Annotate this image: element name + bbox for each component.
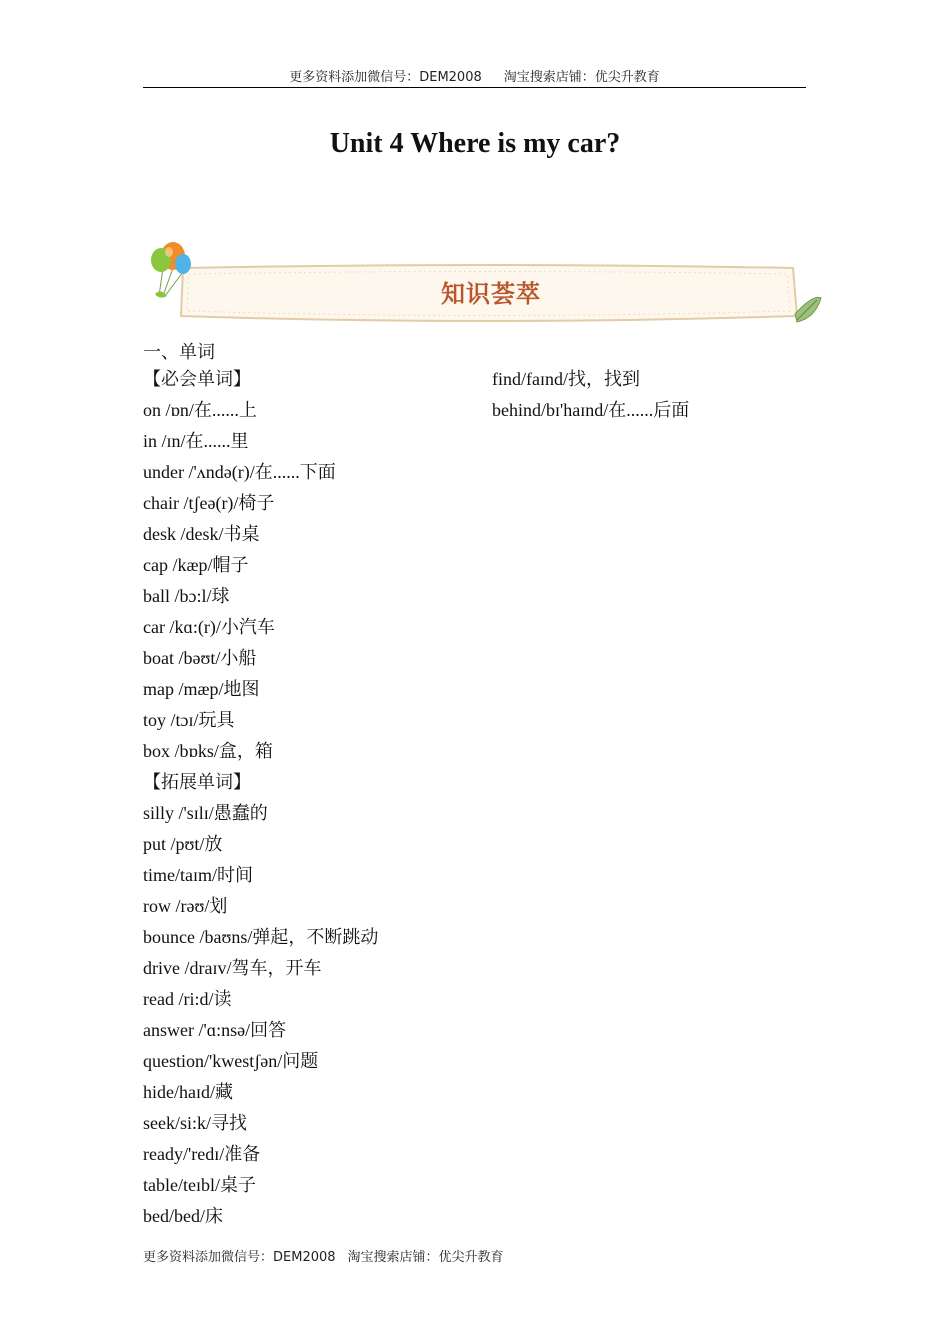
vocab-entry: boat /bəʊt/小船 [143,648,257,668]
vocab-list-left [143,364,483,1232]
vocab-entry: behind/bɪ'haɪnd/在......后面 [492,400,690,420]
vocab-entry: 【必会单词】 [143,369,251,389]
vocab-entry: map /mæp/地图 [143,679,260,699]
page-header [143,66,806,85]
footer-shop: 淘宝搜索店铺：优尖升教育 [347,1250,504,1265]
vocab-entry: ready/'redɪ/准备 [143,1144,261,1164]
vocab-entry: read /ri:d/读 [143,989,232,1009]
section-heading: 一、单词 [143,342,215,362]
footer-wechat: 更多资料添加微信号：DEM2008 [143,1250,336,1265]
vocab-entry: question/'kwestʃən/问题 [143,1051,319,1071]
vocab-entry: find/faɪnd/找，找到 [492,369,640,389]
vocab-entry: in /ɪn/在......里 [143,431,249,451]
vocab-entry: time/taɪm/时间 [143,865,253,885]
page-title: Unit 4 Where is my car? [329,128,621,159]
vocab-entry: hide/haɪd/藏 [143,1082,233,1102]
banner-label: 知识荟萃 [441,280,541,308]
page-footer [143,1246,504,1265]
header-wechat: 更多资料添加微信号：DEM2008 [289,70,482,85]
vocab-entry: toy /tɔɪ/玩具 [143,710,235,730]
vocab-entry: chair /tʃeə(r)/椅子 [143,493,275,513]
header-shop: 淘宝搜索店铺：优尖升教育 [503,70,660,85]
header-divider [143,87,806,88]
vocab-entry: seek/si:k/寻找 [143,1113,247,1133]
vocab-entry: ball /bɔ:l/球 [143,586,230,606]
vocab-entry: bounce /baʊns/弹起，不断跳动 [143,927,379,947]
vocab-entry: silly /'sɪlɪ/愚蠢的 [143,803,268,823]
vocab-entry: under /'ʌndə(r)/在......下面 [143,462,336,482]
vocab-entry: row /rəʊ/划 [143,896,228,916]
vocab-entry: answer /'ɑ:nsə/回答 [143,1020,287,1040]
vocab-entry: drive /draɪv/驾车，开车 [143,958,322,978]
vocab-entry: on /ɒn/在......上 [143,400,257,420]
vocab-list-right [492,364,812,426]
vocab-entry: box /bɒks/盒，箱 [143,741,273,761]
section-banner [145,236,825,332]
vocab-entry: bed/bed/床 [143,1206,223,1226]
vocab-entry: table/teɪbl/桌子 [143,1175,256,1195]
vocab-entry: car /kɑ:(r)/小汽车 [143,617,275,637]
vocab-entry: desk /desk/书桌 [143,524,260,544]
vocab-entry: 【拓展单词】 [143,772,251,792]
vocab-entry: cap /kæp/帽子 [143,555,249,575]
vocab-entry: put /pʊt/放 [143,834,223,854]
